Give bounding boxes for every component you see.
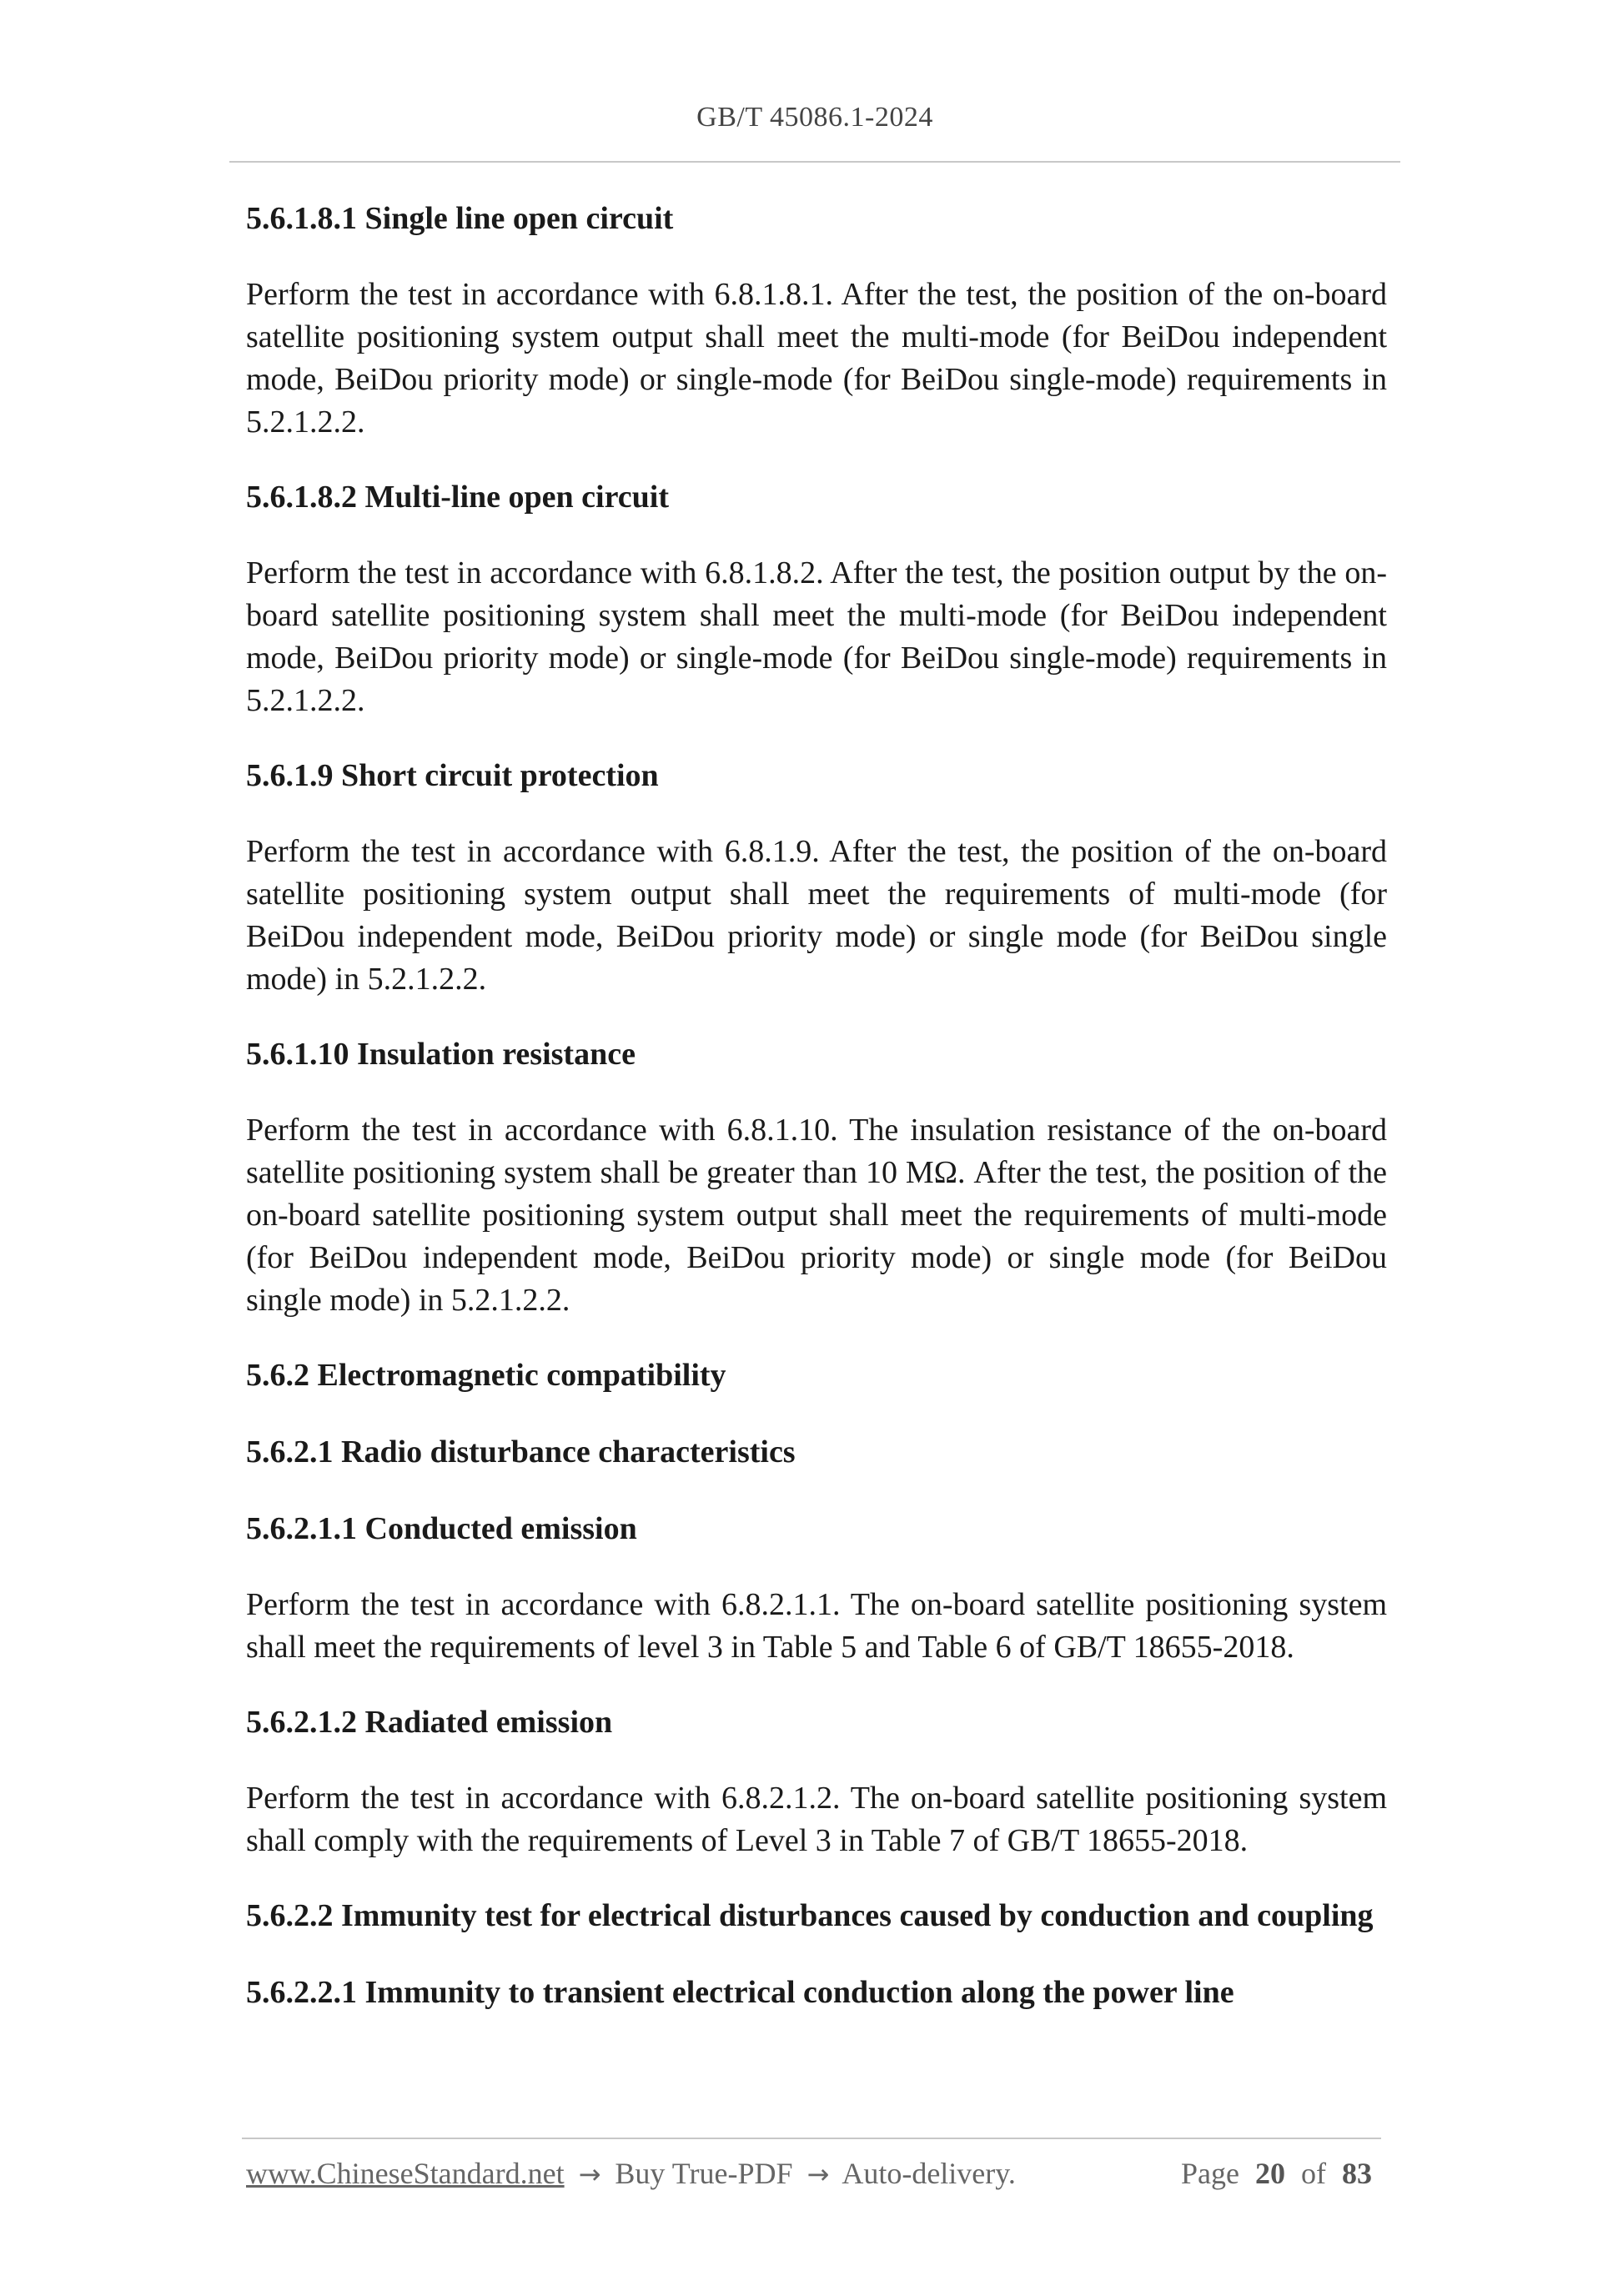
section-heading-5-6-2-1: 5.6.2.1 Radio disturbance characteristics — [246, 1434, 796, 1470]
section-heading-5-6-2: 5.6.2 Electromagnetic compatibility — [246, 1358, 726, 1393]
paragraph: Perform the test in accordance with 6.8.1.10. The insulation resistance of the on-board satellite positioning system shall be greater than 10 MΩ. After the test, the position of the on-board satellite positioning system output shall meet the requirements of multi-mode (for BeiDou independent mode, BeiDou priority mode) or single mode (for BeiDou single mode) in 5.2.1.2.2. — [246, 1113, 1387, 1318]
auto-delivery-text: Auto-delivery. — [842, 2157, 1016, 2190]
page-of-label: of — [1301, 2157, 1326, 2190]
section-heading-5-6-1-9: 5.6.1.9 Short circuit protection — [246, 758, 659, 793]
footer-divider — [242, 2138, 1381, 2139]
section-heading-5-6-1-8-2: 5.6.1.8.2 Multi-line open circuit — [246, 480, 669, 515]
page-footer — [246, 2156, 1380, 2191]
site-link[interactable]: www.ChineseStandard.net — [246, 2157, 565, 2190]
footer-promo — [246, 2156, 1016, 2191]
document-body — [246, 197, 1387, 2047]
section-heading-5-6-2-2-1: 5.6.2.2.1 Immunity to transient electrical conduction along the power line — [246, 1975, 1234, 2010]
section-heading-5-6-1-10: 5.6.1.10 Insulation resistance — [246, 1037, 636, 1072]
document-header: GB/T 45086.1-2024 — [696, 102, 933, 133]
page-label: Page — [1181, 2157, 1239, 2190]
paragraph: Perform the test in accordance with 6.8.1.8.2. After the test, the position output by the on-board satellite positioning system shall meet the multi-mode (for BeiDou independent mode, BeiDou priority mode) or single-mode (for BeiDou single-mode) requirements in 5.2.1.2.2. — [246, 555, 1387, 718]
arrow-right-icon: → — [806, 2158, 830, 2190]
paragraph: Perform the test in accordance with 6.8.1.9. After the test, the position of the on-board satellite positioning system output shall meet the requirements of multi-mode (for BeiDou independent mode, BeiDou priority mode) or single mode (for BeiDou single mode) in 5.2.1.2.2. — [246, 834, 1387, 997]
page-number — [1181, 2156, 1380, 2191]
section-heading-5-6-1-8-1: 5.6.1.8.1 Single line open circuit — [246, 201, 674, 236]
page-total: 83 — [1342, 2157, 1372, 2190]
section-heading-5-6-2-2: 5.6.2.2 Immunity test for electrical disturbances caused by conduction and coupling — [246, 1898, 1374, 1933]
paragraph: Perform the test in accordance with 6.8.2.1.1. The on-board satellite positioning system shall meet the requirements of level 3 in Table 5 and Table 6 of GB/T 18655-2018. — [246, 1587, 1387, 1665]
paragraph: Perform the test in accordance with 6.8.2.1.2. The on-board satellite positioning system shall comply with the requirements of Level 3 in Table 7 of GB/T 18655-2018. — [246, 1781, 1387, 1858]
header-divider — [229, 161, 1400, 163]
section-heading-5-6-2-1-2: 5.6.2.1.2 Radiated emission — [246, 1705, 613, 1740]
paragraph: Perform the test in accordance with 6.8.1.8.1. After the test, the position of the on-board satellite positioning system output shall meet the multi-mode (for BeiDou independent mode, BeiDou priority mode) or single-mode (for BeiDou single-mode) requirements in 5.2.1.2.2. — [246, 277, 1387, 440]
buy-true-pdf-text: Buy True-PDF — [615, 2157, 793, 2190]
section-heading-5-6-2-1-1: 5.6.2.1.1 Conducted emission — [246, 1511, 637, 1546]
page-current: 20 — [1255, 2157, 1285, 2190]
arrow-right-icon: → — [578, 2158, 601, 2190]
